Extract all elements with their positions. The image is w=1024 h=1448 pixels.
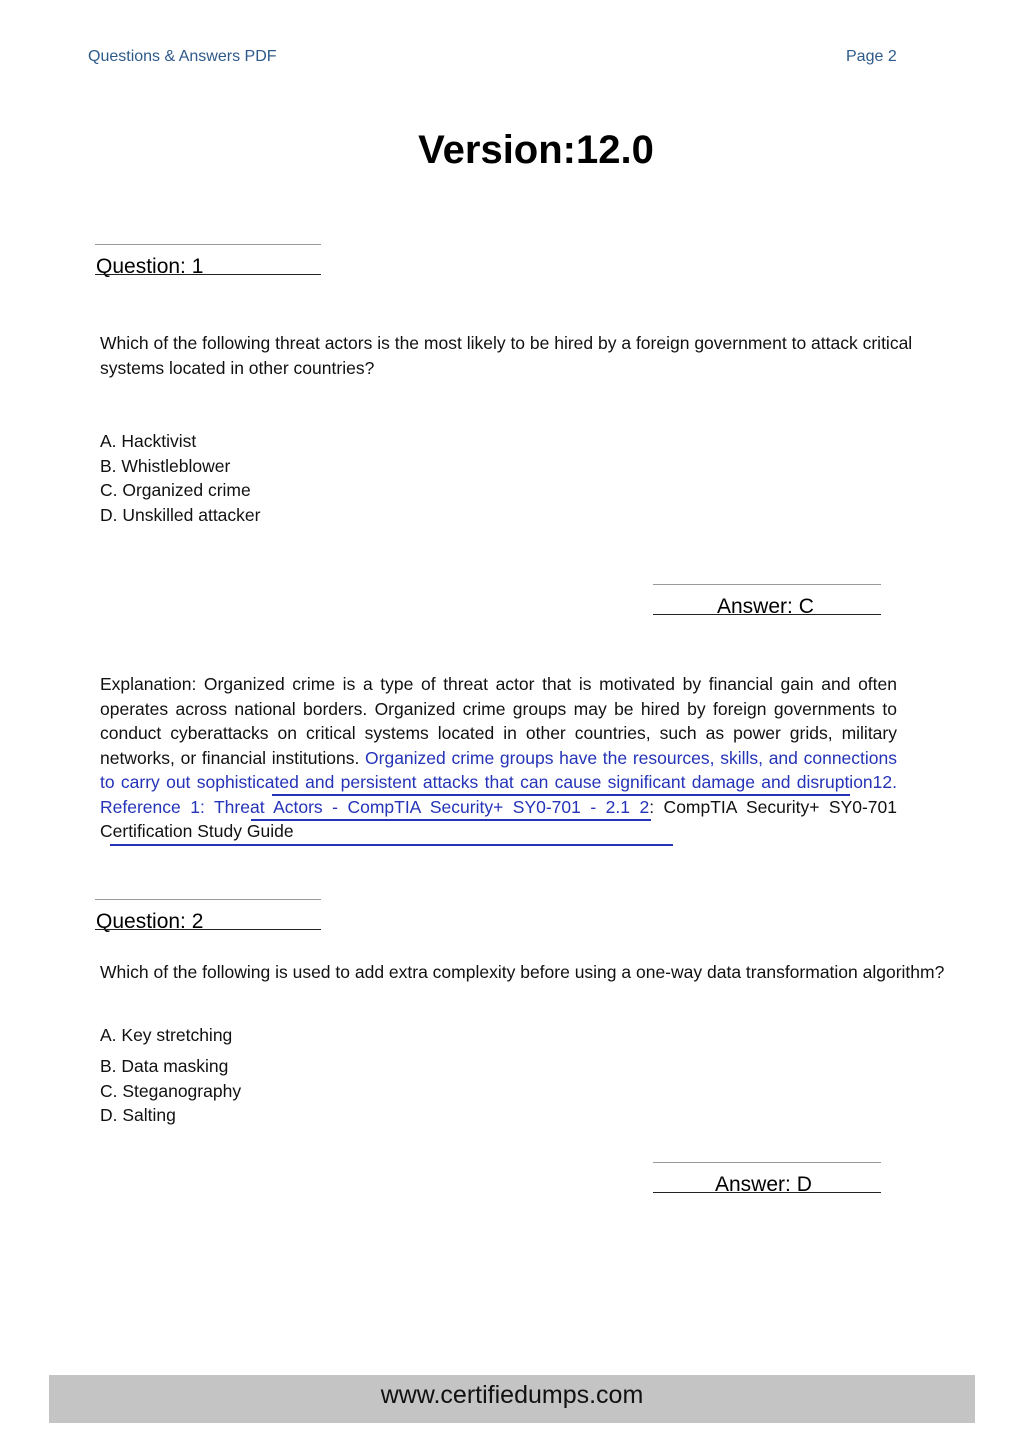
reference-underline bbox=[110, 844, 673, 846]
question-1-options bbox=[100, 429, 260, 527]
option-b: B. Data masking bbox=[100, 1056, 229, 1076]
explanation-text: Explanation: Organized crime is a type of threat actor that is motivated by financial gain and often operates across national borders. Organized crime groups may be hired by foreign governments to conduct cyberattacks on critical systems located in other countries, such as power grids, military networks, or financial institutions. bbox=[100, 674, 897, 768]
page-number: Page 2 bbox=[846, 48, 897, 65]
answer-1: Answer: C bbox=[717, 595, 814, 618]
question-1-title: Question: 1 bbox=[96, 255, 204, 278]
option-d: D. Unskilled attacker bbox=[100, 504, 261, 525]
answer-2-underline bbox=[653, 1192, 881, 1193]
option-d: D. Salting bbox=[100, 1105, 176, 1125]
question-1-text: Which of the following threat actors is the most likely to be hired by a foreign government to attack critical systems located in other countries? bbox=[100, 333, 913, 378]
question-2-underline bbox=[95, 929, 321, 930]
option-c: C. Organized crime bbox=[100, 480, 251, 500]
option-a: A. Hacktivist bbox=[100, 431, 197, 451]
header-title: Questions & Answers PDF bbox=[88, 48, 277, 65]
option-a: A. Key stretching bbox=[100, 1025, 233, 1045]
explanation-1 bbox=[100, 672, 897, 844]
answer-1-underline bbox=[653, 614, 881, 615]
explanation-reference-link[interactable]: Organized crime groups have the resources, skills, and connections to carry out sophisticated and persistent attacks that can cause significant damage and disruption12. Reference 1: Threat Actors - CompTIA Security+ SY0-701 - 2.1 2 bbox=[100, 747, 897, 817]
answer-2-box bbox=[653, 1162, 881, 1196]
option-c: C. Steganography bbox=[100, 1080, 242, 1101]
question-2-text: Which of the following is used to add extra complexity before using a one-way data transformation algorithm? bbox=[100, 962, 945, 982]
answer-1-box bbox=[653, 584, 881, 618]
question-2-options bbox=[100, 1054, 241, 1128]
answer-2: Answer: D bbox=[715, 1173, 812, 1196]
reference-underline bbox=[272, 794, 850, 796]
reference-underline bbox=[251, 819, 651, 821]
version-title: Version:12.0 bbox=[418, 128, 654, 172]
question-1-heading bbox=[95, 244, 321, 278]
explanation-reference-tail: : CompTIA Security+ SY0-701 Certification Study Guide bbox=[100, 796, 897, 841]
option-b: B. Whistleblower bbox=[100, 455, 231, 476]
question-1-underline bbox=[95, 274, 321, 275]
question-2-title: Question: 2 bbox=[96, 910, 204, 933]
question-2-heading bbox=[95, 899, 321, 933]
footer-url[interactable]: www.certifiedumps.com bbox=[380, 1381, 644, 1409]
footer-bar bbox=[49, 1375, 975, 1423]
